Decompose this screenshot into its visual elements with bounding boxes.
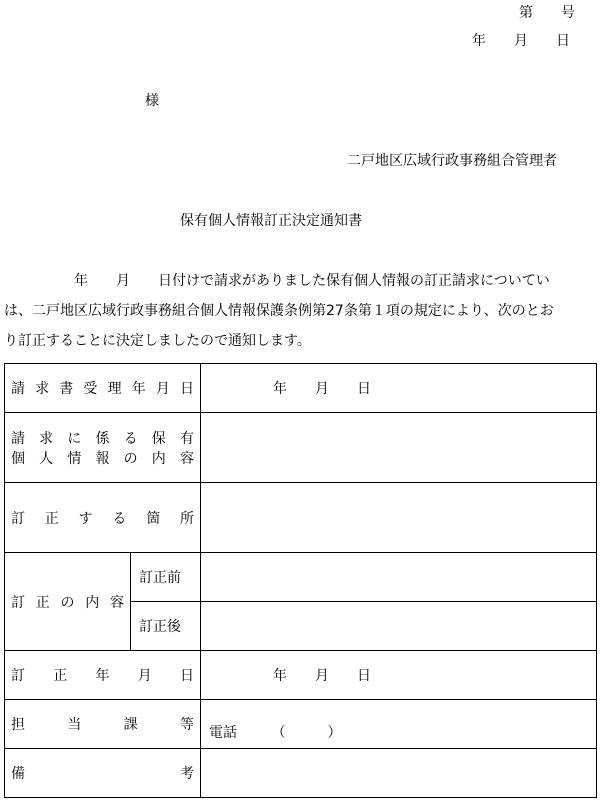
correction-content-label-text: 訂 正 の 内 容 (11, 594, 124, 611)
department-value (201, 700, 597, 749)
phone-label: 電話 (209, 725, 237, 741)
info-content-value (201, 413, 597, 483)
info-content-label-line1: 請 求 に 係 る 保 有 (11, 430, 194, 447)
table-row (5, 749, 597, 798)
body-line: 年 月 日付けで請求がありました保有個人情報の訂正請求についてい (4, 273, 550, 289)
table-row (5, 553, 597, 602)
body-paragraph (4, 266, 614, 356)
addressee: 様 (145, 93, 159, 109)
remarks-value (201, 749, 597, 798)
issuer: 二戸地区広域行政事務組合管理者 (347, 153, 557, 169)
info-content-label (5, 413, 201, 483)
receipt-date-value: 年 月 日 (201, 364, 597, 413)
receipt-date-label-text: 請 求 書 受 理 年 月 日 (11, 381, 194, 397)
correction-date-label (5, 651, 201, 700)
body-line: り訂正することに決定しましたので通知します。 (4, 333, 311, 349)
department-label-text: 担 当 課 等 (11, 717, 194, 733)
info-content-label-line2: 個 人 情 報 の 内 容 (11, 450, 194, 467)
after-correction-value (201, 602, 597, 651)
correction-location-label (5, 483, 201, 553)
document-title: 保有個人情報訂正決定通知書 (180, 213, 362, 229)
after-correction-label: 訂正後 (131, 602, 201, 651)
table-row (5, 700, 597, 749)
correction-date-value: 年 月 日 (201, 651, 597, 700)
before-correction-label: 訂正前 (131, 553, 201, 602)
before-correction-value (201, 553, 597, 602)
remarks-label (5, 749, 201, 798)
table-row (5, 483, 597, 553)
remarks-label-text: 備 考 (11, 766, 194, 782)
document-date: 年 月 日 (472, 33, 570, 49)
table-row (5, 413, 597, 483)
document-number: 第 号 (519, 5, 575, 21)
receipt-date-label (5, 364, 201, 413)
correction-location-label-text: 訂 正 す る 箇 所 (11, 510, 194, 527)
correction-content-label (5, 553, 131, 651)
correction-location-value (201, 483, 597, 553)
department-label (5, 700, 201, 749)
phone-parens: （ ） (271, 725, 342, 741)
correction-date-label-text: 訂 正 年 月 日 (11, 668, 194, 684)
table-row (5, 651, 597, 700)
notification-table (4, 363, 597, 798)
table-row (5, 364, 597, 413)
body-line: は、二戸地区広域行政事務組合個人情報保護条例第27条第１項の規定により、次のとお (4, 303, 554, 319)
